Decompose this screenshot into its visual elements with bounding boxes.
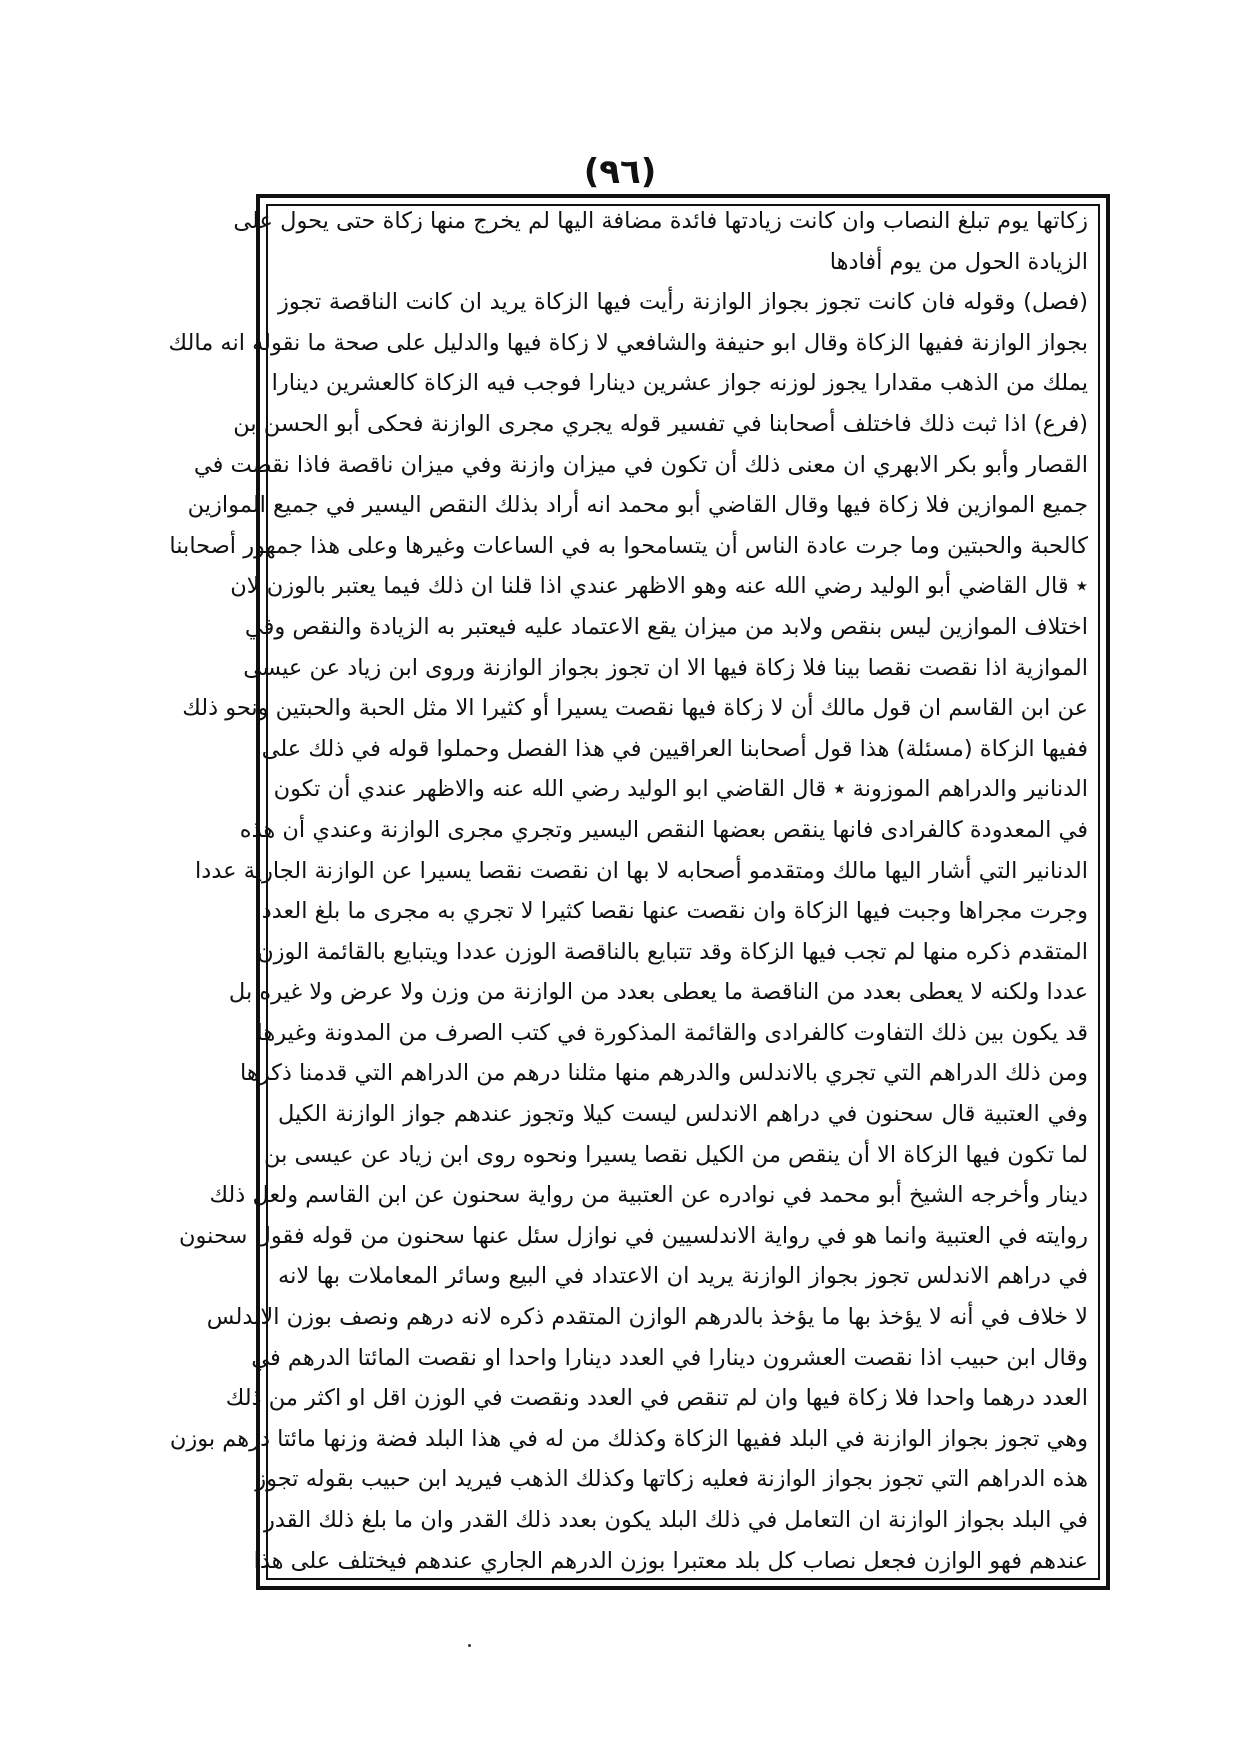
text-line: زكاتها يوم تبلغ النصاب وان كانت زيادتها فائدة مضافة اليها لم يخرج منها زكاة حتى يحول على <box>233 208 1088 234</box>
text-line: القصار وأبو بكر الابهري ان معنى ذلك أن تكون في ميزان وازنة وفي ميزان ناقصة فاذا نقصت في <box>193 451 1088 478</box>
text-line: لما تكون فيها الزكاة الا أن ينقص من الكيل نقصا يسيرا ونحوه روى ابن زياد عن عيسى بن <box>263 1141 1088 1168</box>
text-line: وفي العتبية قال سحنون في دراهم الاندلس ليست كيلا وتجوز عندهم جواز الوازنة الكيل <box>278 1101 1088 1128</box>
text-line: ففيها الزكاة (مسئلة) هذا قول أصحابنا العراقيين في هذا الفصل وحملوا قوله في ذلك على <box>261 735 1088 762</box>
text-line: وجرت مجراها وجبت فيها الزكاة وان نقصت عنها نقصا كثيرا لا تجري به مجرى ما بلغ العدد <box>261 898 1088 925</box>
text-line: جميع الموازين فلا زكاة فيها وقال القاضي أبو محمد انه أراد بذلك النقص اليسير في جميع الموازين <box>187 492 1088 519</box>
text-line: يملك من الذهب مقدارا يجوز لوزنه جواز عشرين دينارا فوجب فيه الزكاة كالعشرين دينارا <box>271 370 1088 397</box>
page-number: (٩٦) <box>583 152 657 192</box>
scan-speck <box>468 1644 471 1647</box>
text-line: الزيادة الحول من يوم أفادها <box>829 248 1088 275</box>
text-line: كالحبة والحبتين وما جرت عادة الناس أن يتسامحوا به في الساعات وغيرها وعلى هذا جمهور أصحابنا <box>169 532 1088 559</box>
text-line: في البلد بجواز الوازنة ان التعامل في ذلك البلد يكون بعدد ذلك القدر وان ما بلغ ذلك القدر <box>264 1507 1088 1533</box>
text-line: (فرع) اذا ثبت ذلك فاختلف أصحابنا في تفسير قوله يجري مجرى الوازنة فحكى أبو الحسن بن <box>233 410 1088 437</box>
text-line: عن ابن القاسم ان قول مالك أن لا زكاة فيها نقصت يسيرا أو كثيرا الا مثل الحبة والحبتين ونحو ذلك <box>182 695 1088 722</box>
text-line: قد يكون بين ذلك التفاوت كالفرادى والقائمة المذكورة في كتب الصرف من المدونة وغيرها <box>256 1019 1088 1046</box>
text-line: وهي تجوز بجواز الوازنة في البلد ففيها الزكاة وكذلك من له في هذا البلد فضة وزنها مائتا درهم بوزن <box>169 1425 1088 1452</box>
text-line: المتقدم ذكره منها لم تجب فيها الزكاة وقد تتبايع بالناقصة الوزن عددا ويتبايع بالقائمة الوزن <box>257 938 1088 965</box>
text-line: بجواز الوازنة ففيها الزكاة وقال ابو حنيفة والشافعي لا زكاة فيها والدليل على صحة ما نقوله انه مالك <box>168 329 1088 356</box>
text-line: روايته في العتبية وانما هو في رواية الاندلسيين في نوازل سئل عنها سحنون من قوله فقول سحنون <box>179 1222 1088 1249</box>
text-line: ٭ قال القاضي أبو الوليد رضي الله عنه وهو الاظهر عندي اذا قلنا ان ذلك فيما يعتبر بالوزن لان <box>230 573 1088 600</box>
text-line: هذه الدراهم التي تجوز بجواز الوازنة فعليه زكاتها وكذلك الذهب فيريد ابن حبيب بقوله تجوز <box>255 1466 1088 1493</box>
text-line: اختلاف الموازين ليس بنقص ولابد من ميزان يقع الاعتماد عليه فيعتبر به الزيادة والنقص وفي <box>244 613 1088 640</box>
text-line: دينار وأخرجه الشيخ أبو محمد في نوادره عن العتبية من رواية سحنون عن ابن القاسم ولعل ذلك <box>209 1182 1088 1209</box>
text-line: في المعدودة كالفرادى فانها ينقص بعضها النقص اليسير وتجري مجرى الوازنة وعندي أن هذه <box>239 816 1088 843</box>
text-line: (فصل) وقوله فان كانت تجوز بجواز الوازنة رأيت فيها الزكاة يريد ان كانت الناقصة تجوز <box>278 289 1088 316</box>
text-line: عددا ولكنه لا يعطى بعدد من الناقصة ما يعطى بعدد من الوازنة من وزن ولا عرض ولا غيره بل <box>228 979 1088 1006</box>
text-line: في دراهم الاندلس تجوز بجواز الوازنة يريد ان الاعتداد في البيع وسائر المعاملات بها لانه <box>278 1263 1088 1290</box>
text-line: الدنانير التي أشار اليها مالك ومتقدمو أصحابه لا بها ان نقصت نقصا يسيرا عن الوازنة الجارية عددا <box>195 857 1088 884</box>
text-line: لا خلاف في أنه لا يؤخذ بها ما يؤخذ بالدرهم الوازن المتقدم ذكره لانه درهم ونصف بوزن الاندلس <box>206 1304 1088 1331</box>
text-line: ومن ذلك الدراهم التي تجري بالاندلس والدرهم منها مثلنا درهم من الدراهم التي قدمنا ذكرها <box>240 1060 1088 1087</box>
text-line: الدنانير والدراهم الموزونة ٭ قال القاضي ابو الوليد رضي الله عنه والاظهر عندي أن تكون <box>273 776 1088 803</box>
text-line: عندهم فهو الوازن فجعل نصاب كل بلد معتبرا بوزن الدرهم الجاري عندهم فيختلف على هذا <box>253 1547 1088 1574</box>
text-body <box>168 201 1102 1581</box>
text-line: الموازية اذا نقصت نقصا بينا فلا زكاة فيها الا ان تجوز بجواز الوازنة وروى ابن زياد عن عيسى <box>243 654 1088 681</box>
text-line: العدد درهما واحدا فلا زكاة فيها وان لم تنقص في العدد ونقصت في الوزن اقل او اكثر من ذلك <box>225 1385 1088 1412</box>
text-line: وقال ابن حبيب اذا نقصت العشرون دينارا في العدد دينارا واحدا او نقصت المائتا الدرهم في <box>251 1344 1088 1371</box>
